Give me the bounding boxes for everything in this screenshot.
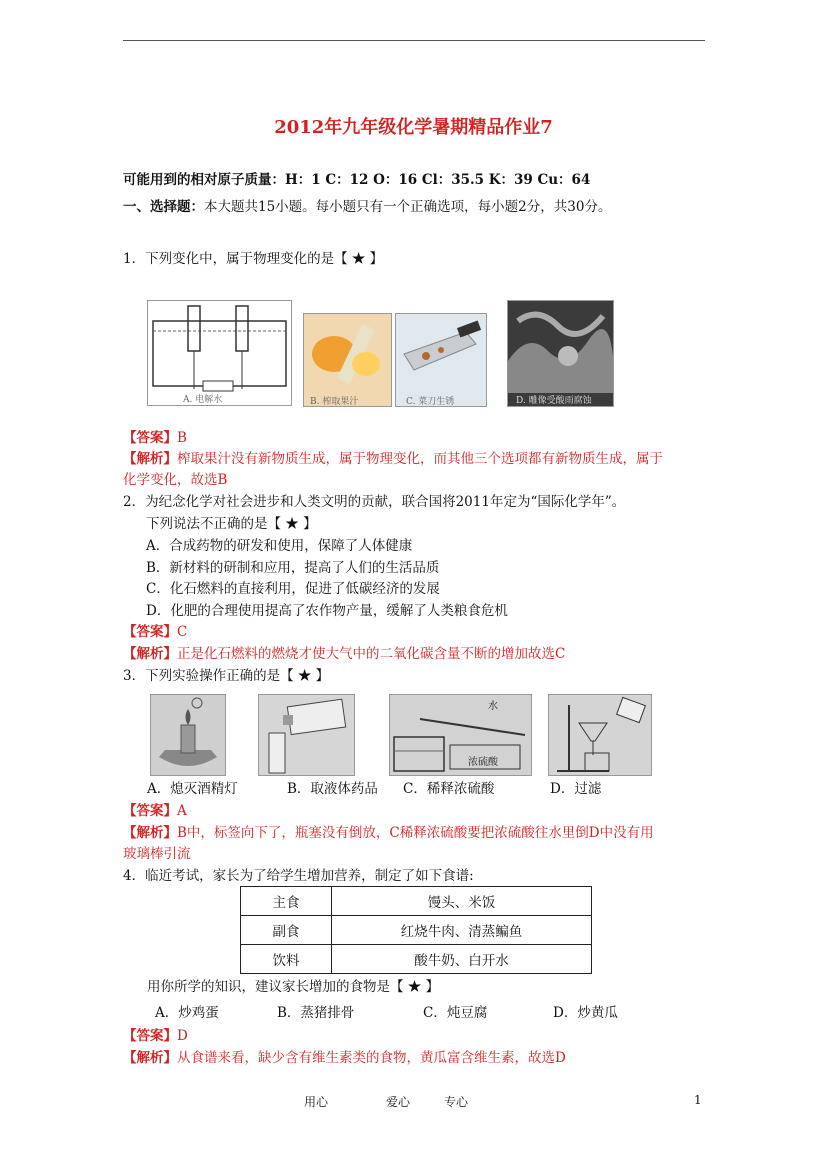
q3-answer-value: A: [177, 803, 187, 819]
q3-answer: [123, 799, 187, 819]
q1-answer-label: 【答案】: [123, 430, 177, 446]
q1-caption-c: C. 菜刀生锈: [406, 397, 455, 407]
juicer-photo-icon: [304, 314, 391, 392]
q1-figure-b-juice: [303, 313, 392, 407]
q1-caption-b: B. 榨取果汁: [310, 397, 359, 407]
pouring-bottle-icon: [259, 695, 354, 775]
table-cell: 红烧牛肉、清蒸鳊鱼: [332, 916, 592, 945]
q4-analysis-text: 从食谱来看，缺少含有维生素类的食物，黄瓜富含维生素，故选D: [177, 1050, 566, 1066]
q2-option-a: A．合成药物的研发和使用，保障了人体健康: [146, 538, 413, 554]
q2-answer-label: 【答案】: [123, 624, 177, 640]
section-label: 一、选择题：: [123, 199, 204, 215]
q4-option-a: A．炒鸡蛋: [155, 1005, 219, 1021]
table-row: [241, 945, 592, 974]
filtration-setup-icon: [549, 695, 651, 775]
q2-stem-2: 下列说法不正确的是【 ★ 】: [146, 516, 317, 532]
q4-option-d: D．炒黄瓜: [553, 1005, 618, 1021]
electrolysis-apparatus-icon: [148, 301, 291, 405]
atomic-masses-line: [123, 168, 590, 188]
q4-option-b: B．蒸猪排骨: [277, 1005, 355, 1021]
q2-option-b: B．新材料的研制和应用，提高了人们的生活品质: [146, 560, 440, 576]
q2-analysis-label: 【解析】: [123, 646, 177, 662]
dilution-setup-icon: [390, 695, 531, 775]
q4-option-c: C．炖豆腐: [423, 1005, 488, 1021]
q3-analysis-text-1: B中，标签向下了，瓶塞没有倒放，C稀释浓硫酸要把浓硫酸往水里倒D中没有用: [177, 825, 654, 841]
page-title: 2012年九年级化学暑期精品作业7: [274, 117, 553, 138]
knife-rust-icon: [396, 314, 486, 392]
q3-analysis-text-2: 玻璃棒引流: [123, 846, 191, 862]
atomic-masses-label: 可能用到的相对原子质量：: [123, 172, 285, 188]
q2-answer: [123, 620, 187, 640]
q3-option-d: D．过滤: [550, 781, 602, 797]
q3-answer-label: 【答案】: [123, 803, 177, 819]
footer-motto-2: 爱心: [386, 1095, 411, 1109]
q4-menu-table: [240, 886, 592, 974]
table-cell: 馒头、米饭: [332, 887, 592, 916]
q3-figure-d-filter: [548, 694, 652, 776]
table-row: [241, 916, 592, 945]
section-instructions: 本大题共15小题。每小题只有一个正确选项，每小题2分，共30分。: [204, 199, 612, 215]
q1-stem: 1．下列变化中，属于物理变化的是【 ★ 】: [123, 251, 384, 267]
q4-analysis-label: 【解析】: [123, 1050, 177, 1066]
q3-option-a: A．熄灭酒精灯: [147, 781, 238, 797]
q4-answer: [123, 1024, 188, 1044]
q1-figure-a-electrolysis: [147, 300, 292, 406]
q3-label-acid: 浓硫酸: [468, 757, 498, 768]
q1-answer-value: B: [177, 430, 187, 446]
q4-analysis: [123, 1046, 566, 1066]
q4-stem-2: 用你所学的知识，建议家长增加的食物是【 ★ 】: [147, 979, 440, 995]
q3-analysis-label: 【解析】: [123, 825, 177, 841]
page-number: 1: [694, 1093, 702, 1107]
q3-figure-c-dilute: [389, 694, 532, 776]
q4-answer-value: D: [177, 1028, 188, 1044]
q2-analysis-text: 正是化石燃料的燃烧才使大气中的二氧化碳含量不断的增加故选C: [177, 646, 566, 662]
table-row: [241, 887, 592, 916]
q4-answer-label: 【答案】: [123, 1028, 177, 1044]
footer-motto-3: 专心: [444, 1095, 469, 1109]
q2-analysis: [123, 642, 565, 662]
q1-analysis-text-2: 化学变化，故选B: [123, 472, 228, 488]
q3-label-water: 水: [488, 701, 498, 712]
q2-option-c: C．化石燃料的直接利用，促进了低碳经济的发展: [146, 581, 440, 597]
q2-answer-value: C: [177, 624, 188, 640]
q1-caption-d: D. 雕像受酸雨腐蚀: [516, 396, 592, 406]
q3-option-c: C．稀释浓硫酸: [403, 781, 495, 797]
q3-analysis-line1: [123, 821, 654, 841]
footer-motto-1: 用心: [304, 1095, 329, 1109]
q3-figure-a-lamp: [150, 694, 226, 776]
table-cell: 主食: [241, 887, 332, 916]
q3-option-b: B．取液体药品: [287, 781, 378, 797]
q1-analysis-text-1: 榨取果汁没有新物质生成，属于物理变化，而其他三个选项都有新物质生成，属于: [177, 451, 663, 467]
q1-figure-c-knife: [395, 313, 487, 407]
atomic-masses-values: H：1 C：12 O：16 Cl：35.5 K：39 Cu：64: [285, 172, 591, 188]
q1-caption-a: A. 电解水: [183, 395, 223, 405]
q3-figure-b-pour: [258, 694, 355, 776]
q1-analysis-label: 【解析】: [123, 451, 177, 467]
q2-stem: 2．为纪念化学对社会进步和人类文明的贡献，联合国将2011年定为“国际化学年”。: [123, 494, 626, 510]
q1-figure-d-statue: [507, 300, 614, 407]
q3-stem: 3．下列实验操作正确的是【 ★ 】: [123, 668, 330, 684]
q2-option-d: D．化肥的合理使用提高了农作物产量，缓解了人类粮食危机: [146, 603, 508, 619]
section-heading: [123, 195, 611, 215]
q1-analysis-line1: [123, 447, 663, 467]
statue-photo-icon: [508, 301, 613, 393]
table-cell: 副食: [241, 916, 332, 945]
table-cell: 酸牛奶、白开水: [332, 945, 592, 974]
alcohol-lamp-icon: [151, 695, 225, 775]
q4-stem: 4．临近考试，家长为了给学生增加营养，制定了如下食谱:: [123, 868, 474, 884]
table-cell: 饮料: [241, 945, 332, 974]
q1-answer: [123, 426, 187, 446]
header-rule: [123, 40, 705, 41]
